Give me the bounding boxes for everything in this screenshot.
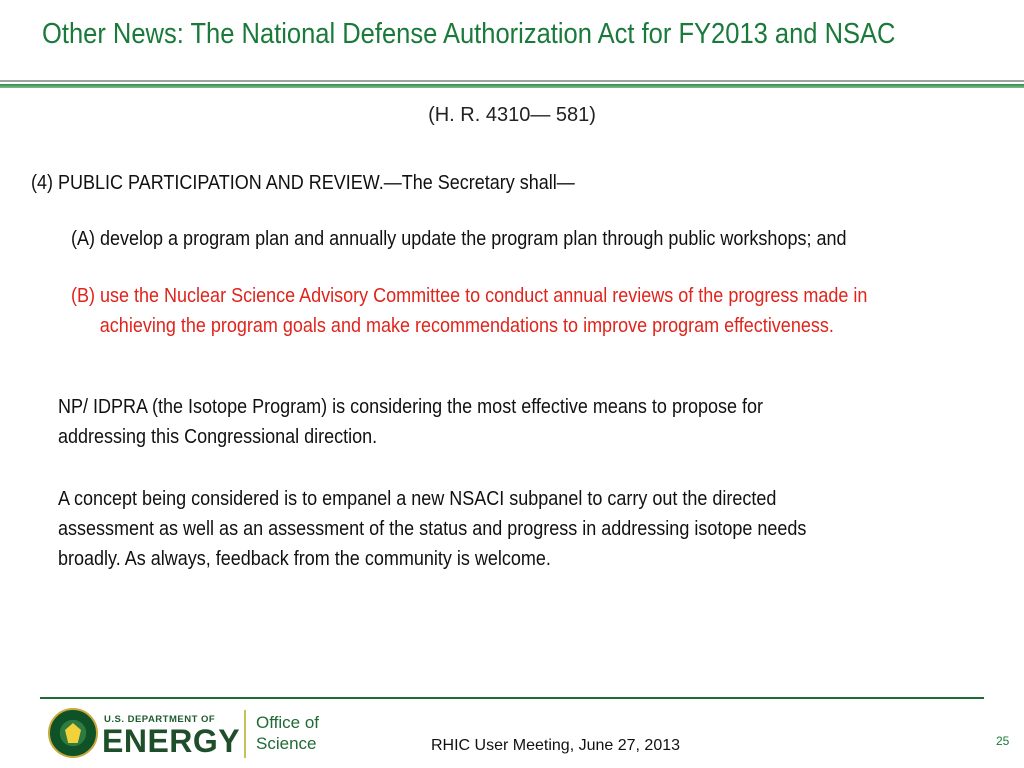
logo-divider — [244, 710, 246, 758]
item-b-line-2: achieving the program goals and make recommendations to improve program effectiveness. — [99, 315, 834, 337]
seal-eagle-icon — [65, 723, 81, 743]
item-a-text: (A) develop a program plan and annually update the program plan through public workshops; and — [71, 228, 847, 250]
concept-line-2: assessment as well as an assessment of the status and progress in addressing isotope needs — [58, 518, 807, 540]
office-line-2: Science — [256, 734, 317, 753]
title-divider-thin — [0, 80, 1024, 82]
doe-office-of-science-logo — [48, 708, 338, 760]
np-paragraph — [58, 392, 958, 452]
np-paragraph-line-2: addressing this Congressional direction. — [58, 426, 378, 448]
title-divider-thick — [0, 84, 1024, 88]
office-of-science-text — [256, 712, 319, 754]
page-number: 25 — [996, 734, 1010, 748]
np-paragraph-line-1: NP/ IDPRA (the Isotope Program) is considering the most effective means to propose for — [58, 396, 764, 418]
section-4-text: (4) PUBLIC PARTICIPATION AND REVIEW.—The Secretary shall— — [31, 172, 575, 194]
office-line-1: Office of — [256, 713, 319, 732]
footer-meeting-text: RHIC User Meeting, June 27, 2013 — [431, 737, 681, 754]
concept-paragraph — [58, 484, 958, 574]
slide-title: Other News: The National Defense Authorization Act for FY2013 and NSAC — [42, 18, 896, 50]
concept-line-3: broadly. As always, feedback from the community is welcome. — [58, 548, 551, 570]
item-b-line-1: (B) use the Nuclear Science Advisory Committee to conduct annual reviews of the progress made in — [71, 285, 868, 307]
concept-line-1: A concept being considered is to empanel a new NSACI subpanel to carry out the directed — [58, 488, 777, 510]
doe-seal-icon — [48, 708, 98, 758]
footer-divider — [40, 697, 984, 699]
item-b-text — [71, 281, 998, 341]
logo-department-text: U.S. DEPARTMENT OF — [104, 714, 216, 725]
bill-reference: (H. R. 4310— 581) — [428, 104, 596, 126]
logo-energy-text: ENERGY — [102, 723, 241, 759]
